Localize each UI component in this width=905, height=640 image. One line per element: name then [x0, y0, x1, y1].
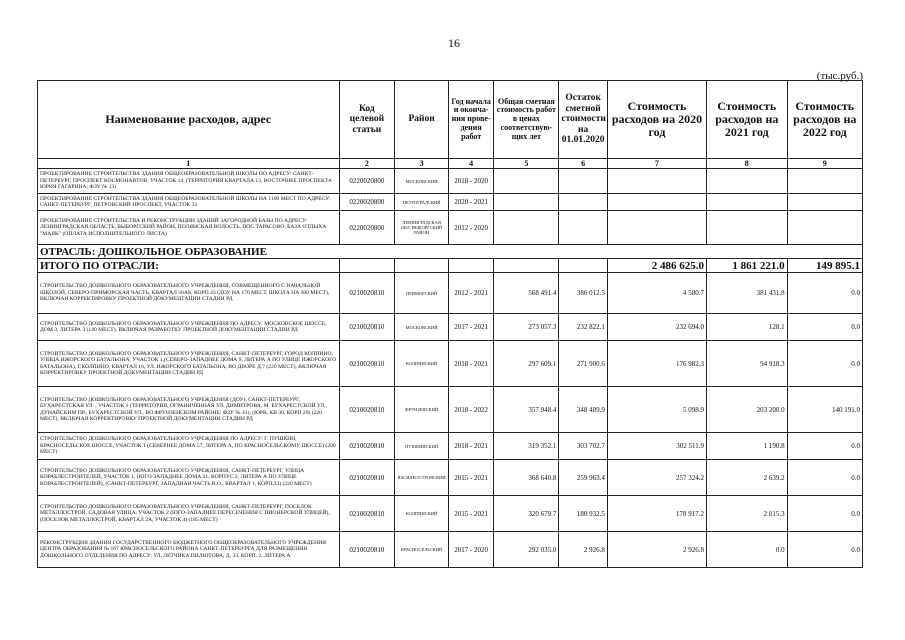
row-name: ПРОЕКТИРОВАНИЕ СТРОИТЕЛЬСТВА И РЕКОНСТРУКЦИИ ЗДАНИЙ ЗАГОРОДНОЙ БАЗЫ ПО АДРЕСУ: ЛЕНИНГРАДСКАЯ ОБЛАСТЬ, ВЫБОРГСКИЙ РАЙОН, ПОЛЯНСКАЯ ВОЛОСТЬ, ПОС.ТАРАСОВО, БАЗА ОТДЫХА "МАЯК" (ОПЛАТА ИСПОЛНИТЕЛЬНОГО ЛИСТА): [38, 211, 340, 245]
column-number: 8: [707, 159, 788, 169]
table-row: [38, 211, 863, 245]
row-remaining: 271 900.6: [559, 341, 608, 387]
row-cost-2021: 94 918.3: [707, 341, 788, 387]
table-row: [38, 314, 863, 341]
row-years: 2018 - 2021: [448, 341, 493, 387]
row-years: 2015 - 2021: [448, 496, 493, 532]
total-row: [38, 259, 863, 273]
row-years: 2020 - 2021: [448, 194, 493, 211]
row-empty-cell: [559, 211, 608, 245]
row-district: ПУШКИНСКИЙ: [395, 433, 449, 460]
header-remaining: Остаток сметной стоимости на 01.01.2020: [559, 81, 608, 159]
row-cost-2021: 0.0: [707, 532, 788, 568]
row-total-cost: 273 057.3: [494, 314, 559, 341]
row-cost-2022: 0.0: [787, 433, 862, 460]
row-empty-cell: [494, 194, 559, 211]
row-name: ПРОЕКТИРОВАНИЕ СТРОИТЕЛЬСТВА ЗДАНИЯ ОБЩЕОБРАЗОВАТЕЛЬНОЙ ШКОЛЫ ПО АДРЕСУ: САНКТ-ПЕТЕРБУРГ, ПРОСПЕКТ КОСМОНАВТОВ, УЧАСТОК 14, (ТЕРРИТОРИЯ КВАРТАЛА 13, ВОСТОЧНЕЕ ПРОСПЕКТА ЮРИЯ ГАГАРИНА; ФЗУ № 13): [38, 169, 340, 194]
section-title: ОТРАСЛЬ: ДОШКОЛЬНОЕ ОБРАЗОВАНИЕ: [38, 245, 863, 259]
row-years: 2012 - 2020: [448, 211, 493, 245]
units-label: (тыс.руб.): [816, 70, 863, 82]
row-years: 2018 - 2021: [448, 433, 493, 460]
row-empty-cell: [707, 169, 788, 194]
row-remaining: 232 822.1: [559, 314, 608, 341]
row-name: СТРОИТЕЛЬСТВО ДОШКОЛЬНОГО ОБРАЗОВАТЕЛЬНОГО УЧРЕЖДЕНИЯ ПО АДРЕСУ: МОСКОВСКОЕ ШОССЕ, ДОМ 3, ЛИТЕРА З (140 МЕСТ), ВКЛЮЧАЯ РАЗРАБОТКУ ПРОЕКТНОЙ ДОКУМЕНТАЦИИ СТАДИИ РД: [38, 314, 340, 341]
row-district: ЛЕНИНГРАДСКАЯ ОБЛ. ВЫБОРГСКИЙ РАЙОН: [395, 211, 449, 245]
row-remaining: 2 926.8: [559, 532, 608, 568]
row-years: 2017 - 2020: [448, 532, 493, 568]
row-cost-2021: 128.1: [707, 314, 788, 341]
row-total-cost: 292 035.0: [494, 532, 559, 568]
header-district: Район: [395, 81, 449, 159]
row-cost-2022: 0.0: [787, 532, 862, 568]
row-code: 0210020810: [339, 460, 395, 496]
row-district: ФРУНЗЕНСКИЙ: [395, 387, 449, 433]
total-label: ИТОГО ПО ОТРАСЛИ:: [38, 259, 340, 273]
row-empty-cell: [787, 211, 862, 245]
header-cost-2021: Стоимость расходов на 2021 год: [707, 81, 788, 159]
table-row: [38, 433, 863, 460]
row-name: СТРОИТЕЛЬСТВО ДОШКОЛЬНОГО ОБРАЗОВАТЕЛЬНОГО УЧРЕЖДЕНИЯ, САНКТ-ПЕТЕРБУРГ, ПОСЕЛОК МЕТАЛЛОСТРОЙ, САДОВАЯ УЛИЦА, УЧАСТОК 2 (ЮГО-ЗАПАДНЕЕ ПЕРЕСЕЧЕНИЯ С ПИОНЕРСКОЙ УЛИЦЕЙ), (ПОСЕЛОК МЕТАЛЛОСТРОЙ, КВАРТАЛ 2А, УЧАСТОК 4) (185 МЕСТ): [38, 496, 340, 532]
column-number: 4: [448, 159, 493, 169]
header-name: Наименование расходов, адрес: [38, 81, 340, 159]
row-cost-2020: 4 580.7: [607, 273, 706, 314]
row-cost-2020: 232 694.0: [607, 314, 706, 341]
row-code: 0210020810: [339, 532, 395, 568]
row-name: РЕКОНСТРУКЦИЯ ЗДАНИЯ ГОСУДАРСТВЕННОГО БЮДЖЕТНОГО ОБЩЕОБРАЗОВАТЕЛЬНОГО УЧРЕЖДЕНИЯ ЦЕНТРА ОБРАЗОВАНИЯ № 167 КРАСНОСЕЛЬСКОГО РАЙОНА САНКТ-ПЕТЕРБУРГА ДЛЯ РАЗМЕЩЕНИЯ ДОШКОЛЬНОГО ОТДЕЛЕНИЯ ПО АДРЕСУ: УЛ. ЛЕТЧИКА ПИЛЮТОВА, Д. 33, КОРП. 2, ЛИТЕРА А: [38, 532, 340, 568]
row-cost-2021: 1 190.8: [707, 433, 788, 460]
table-row: [38, 387, 863, 433]
row-name: СТРОИТЕЛЬСТВО ДОШКОЛЬНОГО ОБРАЗОВАТЕЛЬНОГО УЧРЕЖДЕНИЯ, САНКТ-ПЕТЕРБУРГ, ГОРОД КОЛПИНО, УЛИЦА ИЖОРСКОГО БАТАЛЬОНА, УЧАСТОК 1,(СЕВЕРО-ЗАПАДНЕЕ ДОМА 9, ЛИТЕРА А ПО УЛИЦЕ ИЖОРСКОГО БАТАЛЬОНА), Г.КОЛПИНО, КВАРТАЛ 16, УЛ. ИЖОРСКОГО БАТАЛЬОНА, ВО ДВОРЕ Д.7 (220 МЕСТ), ВКЛЮЧАЯ КОРРЕКТИРОВКУ ПРОЕКТНОЙ ДОКУМЕНТАЦИИ СТАДИИ РД: [38, 341, 340, 387]
row-empty-cell: [559, 169, 608, 194]
row-code: 0210020810: [339, 341, 395, 387]
column-number: 7: [607, 159, 706, 169]
row-name: ПРОЕКТИРОВАНИЕ СТРОИТЕЛЬСТВА ЗДАНИЯ ОБЩЕОБРАЗОВАТЕЛЬНОЙ ШКОЛЫ НА 1100 МЕСТ ПО АДРЕСУ: САНКТ-ПЕТЕРБУРГ, ПЕТРОВСКИЙ ПРОСПЕКТ, УЧАСТОК 33: [38, 194, 340, 211]
row-remaining: 348 489.9: [559, 387, 608, 433]
row-empty-cell: [494, 169, 559, 194]
budget-table: [37, 80, 863, 568]
row-district: ПРИМОРСКИЙ: [395, 273, 449, 314]
total-empty-cell: [494, 259, 559, 273]
row-total-cost: 319 352.1: [494, 433, 559, 460]
row-code: 0220020800: [339, 211, 395, 245]
row-code: 0210020810: [339, 273, 395, 314]
header-code: Код целевой статьи: [339, 81, 395, 159]
total-empty-cell: [395, 259, 449, 273]
header-cost-2020: Стоимость расходов на 2020 год: [607, 81, 706, 159]
row-cost-2020: 176 982.3: [607, 341, 706, 387]
header-years: Год начала и оконча-ния прове-дения работ: [448, 81, 493, 159]
row-cost-2020: 302 511.9: [607, 433, 706, 460]
column-number: 3: [395, 159, 449, 169]
row-cost-2020: 2 926.8: [607, 532, 706, 568]
row-district: МОСКОВСКИЙ: [395, 169, 449, 194]
row-remaining: 259 963.4: [559, 460, 608, 496]
row-total-cost: 568 491.4: [494, 273, 559, 314]
row-empty-cell: [707, 211, 788, 245]
row-years: 2018 - 2022: [448, 387, 493, 433]
total-empty-cell: [448, 259, 493, 273]
row-district: КОЛПИНСКИЙ: [395, 341, 449, 387]
page-number: 16: [448, 36, 460, 50]
table-row: [38, 532, 863, 568]
row-total-cost: 320 679.7: [494, 496, 559, 532]
row-cost-2020: 5 098.9: [607, 387, 706, 433]
row-total-cost: 368 640.8: [494, 460, 559, 496]
row-remaining: 386 012.5: [559, 273, 608, 314]
row-code: 0210020810: [339, 314, 395, 341]
row-code: 0210020810: [339, 496, 395, 532]
row-years: 2012 - 2021: [448, 273, 493, 314]
row-cost-2021: 2 639.2: [707, 460, 788, 496]
row-district: ПЕТРОГРАДСКИЙ: [395, 194, 449, 211]
row-empty-cell: [607, 211, 706, 245]
column-number: 1: [38, 159, 340, 169]
row-total-cost: 357 948.4: [494, 387, 559, 433]
total-cost-2022: 149 895.1: [787, 259, 862, 273]
column-number: 5: [494, 159, 559, 169]
row-code: 0220020800: [339, 169, 395, 194]
row-district: КОЛПИНСКИЙ: [395, 496, 449, 532]
table-header-row: [38, 81, 863, 159]
row-cost-2020: 178 917.2: [607, 496, 706, 532]
row-code: 0210020810: [339, 433, 395, 460]
total-empty-cell: [559, 259, 608, 273]
row-cost-2022: 0.0: [787, 341, 862, 387]
row-years: 2015 - 2021: [448, 460, 493, 496]
row-cost-2022: 0.0: [787, 496, 862, 532]
row-remaining: 303 702.7: [559, 433, 608, 460]
table-row: [38, 460, 863, 496]
row-empty-cell: [607, 194, 706, 211]
row-cost-2022: 0.0: [787, 273, 862, 314]
row-remaining: 180 932.5: [559, 496, 608, 532]
row-cost-2020: 257 324.2: [607, 460, 706, 496]
row-cost-2022: 0.0: [787, 314, 862, 341]
header-total-cost: Общая сметная стоимость работ в ценах соответствую-щих лет: [494, 81, 559, 159]
row-years: 2017 - 2021: [448, 314, 493, 341]
table-row: [38, 341, 863, 387]
row-district: КРАСНОСЕЛЬСКИЙ: [395, 532, 449, 568]
total-cost-2021: 1 861 221.0: [707, 259, 788, 273]
column-number-row: [38, 159, 863, 169]
table-row: [38, 273, 863, 314]
column-number: 9: [787, 159, 862, 169]
row-cost-2021: 2 015.3: [707, 496, 788, 532]
row-cost-2021: 381 431.8: [707, 273, 788, 314]
section-title-row: [38, 245, 863, 259]
table-row: [38, 169, 863, 194]
column-number: 6: [559, 159, 608, 169]
row-total-cost: 297 609.1: [494, 341, 559, 387]
row-empty-cell: [787, 194, 862, 211]
row-district: МОСКОВСКИЙ: [395, 314, 449, 341]
table-row: [38, 194, 863, 211]
total-empty-cell: [339, 259, 395, 273]
header-cost-2022: Стоимость расходов на 2022 год: [787, 81, 862, 159]
table-row: [38, 496, 863, 532]
row-cost-2021: 203 200.0: [707, 387, 788, 433]
row-years: 2018 - 2020: [448, 169, 493, 194]
row-name: СТРОИТЕЛЬСТВО ДОШКОЛЬНОГО ОБРАЗОВАТЕЛЬНОГО УЧРЕЖДЕНИЯ ПО АДРЕСУ: Г. ПУШКИН, КРАСНОСЕЛЬСКОЕ ШОССЕ, УЧАСТОК 1 (СЕВЕРНЕЕ ДОМА 57, ЛИТЕРА А, ПО КРАСНОСЕЛЬСКОМУ ШОССЕ) (200 МЕСТ): [38, 433, 340, 460]
row-empty-cell: [787, 169, 862, 194]
row-cost-2022: 0.0: [787, 460, 862, 496]
row-empty-cell: [494, 211, 559, 245]
total-cost-2020: 2 486 625.0: [607, 259, 706, 273]
row-district: ВАСИЛЕОСТРОВСКИЙ: [395, 460, 449, 496]
row-name: СТРОИТЕЛЬСТВО ДОШКОЛЬНОГО ОБРАЗОВАТЕЛЬНОГО УЧРЕЖДЕНИЯ, СОВМЕЩЕННОГО С НАЧАЛЬНОЙ ШКОЛОЙ, СЕВЕРО-ПРИМОРСКАЯ ЧАСТЬ, КВАРТАЛ 56АБ, КОРП.43 (ДОУ НА 170 МЕСТ, ШКОЛА НА 300 МЕСТ), ВКЛЮЧАЯ КОРРЕКТИРОВКУ ПРОЕКТНОЙ ДОКУМЕНТАЦИИ СТАДИИ РД: [38, 273, 340, 314]
row-code: 0220020800: [339, 194, 395, 211]
row-empty-cell: [559, 194, 608, 211]
row-empty-cell: [607, 169, 706, 194]
column-number: 2: [339, 159, 395, 169]
row-name: СТРОИТЕЛЬСТВО ДОШКОЛЬНОГО ОБРАЗОВАТЕЛЬНОГО УЧРЕЖДЕНИЯ, САНКТ-ПЕТЕРБУРГ, УЛИЦА КОРАБЛЕСТРОИТЕЛЕЙ, УЧАСТОК 1, (ЮГО-ЗАПАДНЕЕ ДОМА 21, КОРПУС 2, ЛИТЕРА А ПО УЛИЦЕ КОРАБЛЕСТРОИТЕЛЕЙ), (САНКТ-ПЕТЕРБУРГ, ЗАПАДНАЯ ЧАСТЬ В.О., КВАРТАЛ 1, КОРП.33) (220 МЕСТ): [38, 460, 340, 496]
row-name: СТРОИТЕЛЬСТВО ДОШКОЛЬНОГО ОБРАЗОВАТЕЛЬНОГО УЧРЕЖДЕНИЯ (ДОУ), САНКТ-ПЕТЕРБУРГ, БУХАРЕСТСКАЯ УЛ. , УЧАСТОК 1 (ТЕРРИТОРИЯ, ОГРАНИЧЕННАЯ УЛ. ДИМИТРОВА, М. БУХАРЕСТСКОЙ УЛ., ДУНАЙСКИМ ПР., БУХАРЕСТСКОЙ УЛ., ВО ФРУНЗЕНСКОМ РАЙОНЕ; ФЗУ № 41), (ЮРВ, КВ 30, КОРП 29) (220 МЕСТ), ВКЛЮЧАЯ КОРРЕКТИРОВКУ ПРОЕКТНОЙ ДОКУМЕНТАЦИИ СТАДИИ РД: [38, 387, 340, 433]
row-empty-cell: [707, 194, 788, 211]
row-code: 0210020810: [339, 387, 395, 433]
row-cost-2022: 140 191.0: [787, 387, 862, 433]
